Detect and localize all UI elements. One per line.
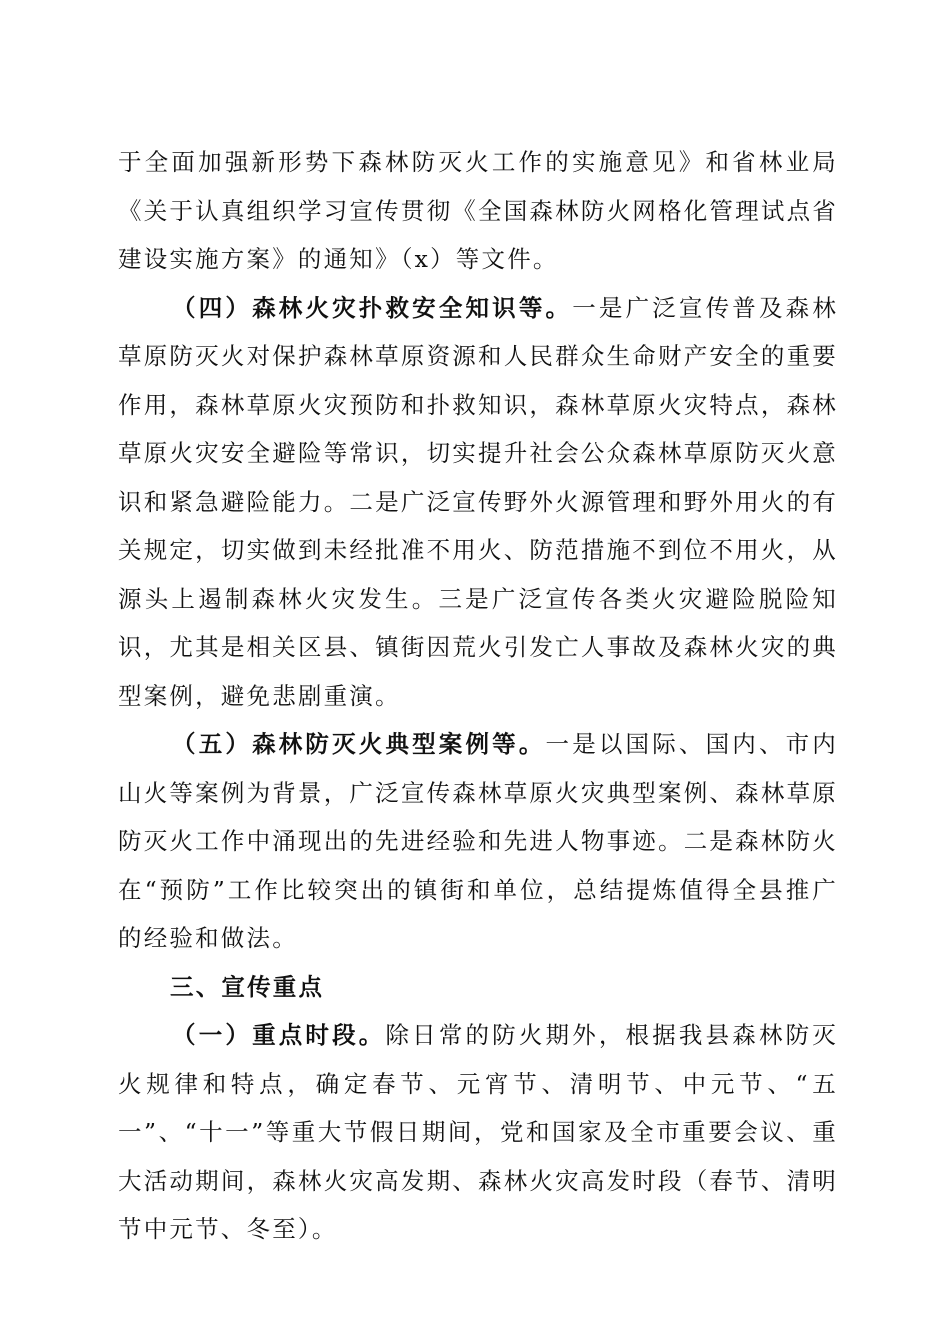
subsection-1-title: （一）重点时段。 xyxy=(172,1021,386,1049)
section-5-body: 一是以国际、国内、市内山火等案例为背景，广泛宣传森林草原火灾典型案例、森林草原防灭火工作中涌现出的先进经验和先进人物事迹。二是森林防火在“预防”工作比较突出的镇街和单位，总结提炼值得全县推广的经验和做法。 xyxy=(118,730,838,952)
section-4-body: 一是广泛宣传普及森林草原防灭火对保护森林草原资源和人民群众生命财产安全的重要作用，森林草原火灾预防和扑救知识，森林草原火灾特点，森林草原火灾安全避险等常识，切实提升社会公众森林草原防灭火意识和紧急避险能力。二是广泛宣传野外火源管理和野外用火的有关规定，切实做到未经批准不用火、防范措施不到位不用火，从源头上遏制森林火灾发生。三是广泛宣传各类火灾避险脱险知识，尤其是相关区县、镇街因荒火引发亡人事故及森林火灾的典型案例，避免悲剧重演。 xyxy=(118,293,839,710)
subsection-1-body: 除日常的防火期外，根据我县森林防灭火规律和特点，确定春节、元宵节、清明节、中元节、“五一”、“十一”等重大节假日期间，党和国家及全市重要会议、重大活动期间，森林火灾高发期、森林火灾高发时段（春节、清明节中元节、冬至）。 xyxy=(118,1021,838,1243)
intro-paragraph xyxy=(118,138,838,284)
document-content xyxy=(118,138,838,1254)
intro-text: 于全面加强新形势下森林防灭火工作的实施意见》和省林业局《关于认真组织学习宣传贯彻《全国森林防火网格化管理试点省建设实施方案》的通知》（x）等文件。 xyxy=(118,148,838,273)
subsection-1-paragraph xyxy=(118,1011,838,1254)
section-4-paragraph xyxy=(118,284,838,721)
heading-3: 三、宣传重点 xyxy=(170,972,325,1001)
section-4-title: （四）森林火灾扑救安全知识等。 xyxy=(172,293,573,322)
section-5-paragraph xyxy=(118,720,838,963)
section-5-title: （五）森林防灭火典型案例等。 xyxy=(172,730,546,758)
